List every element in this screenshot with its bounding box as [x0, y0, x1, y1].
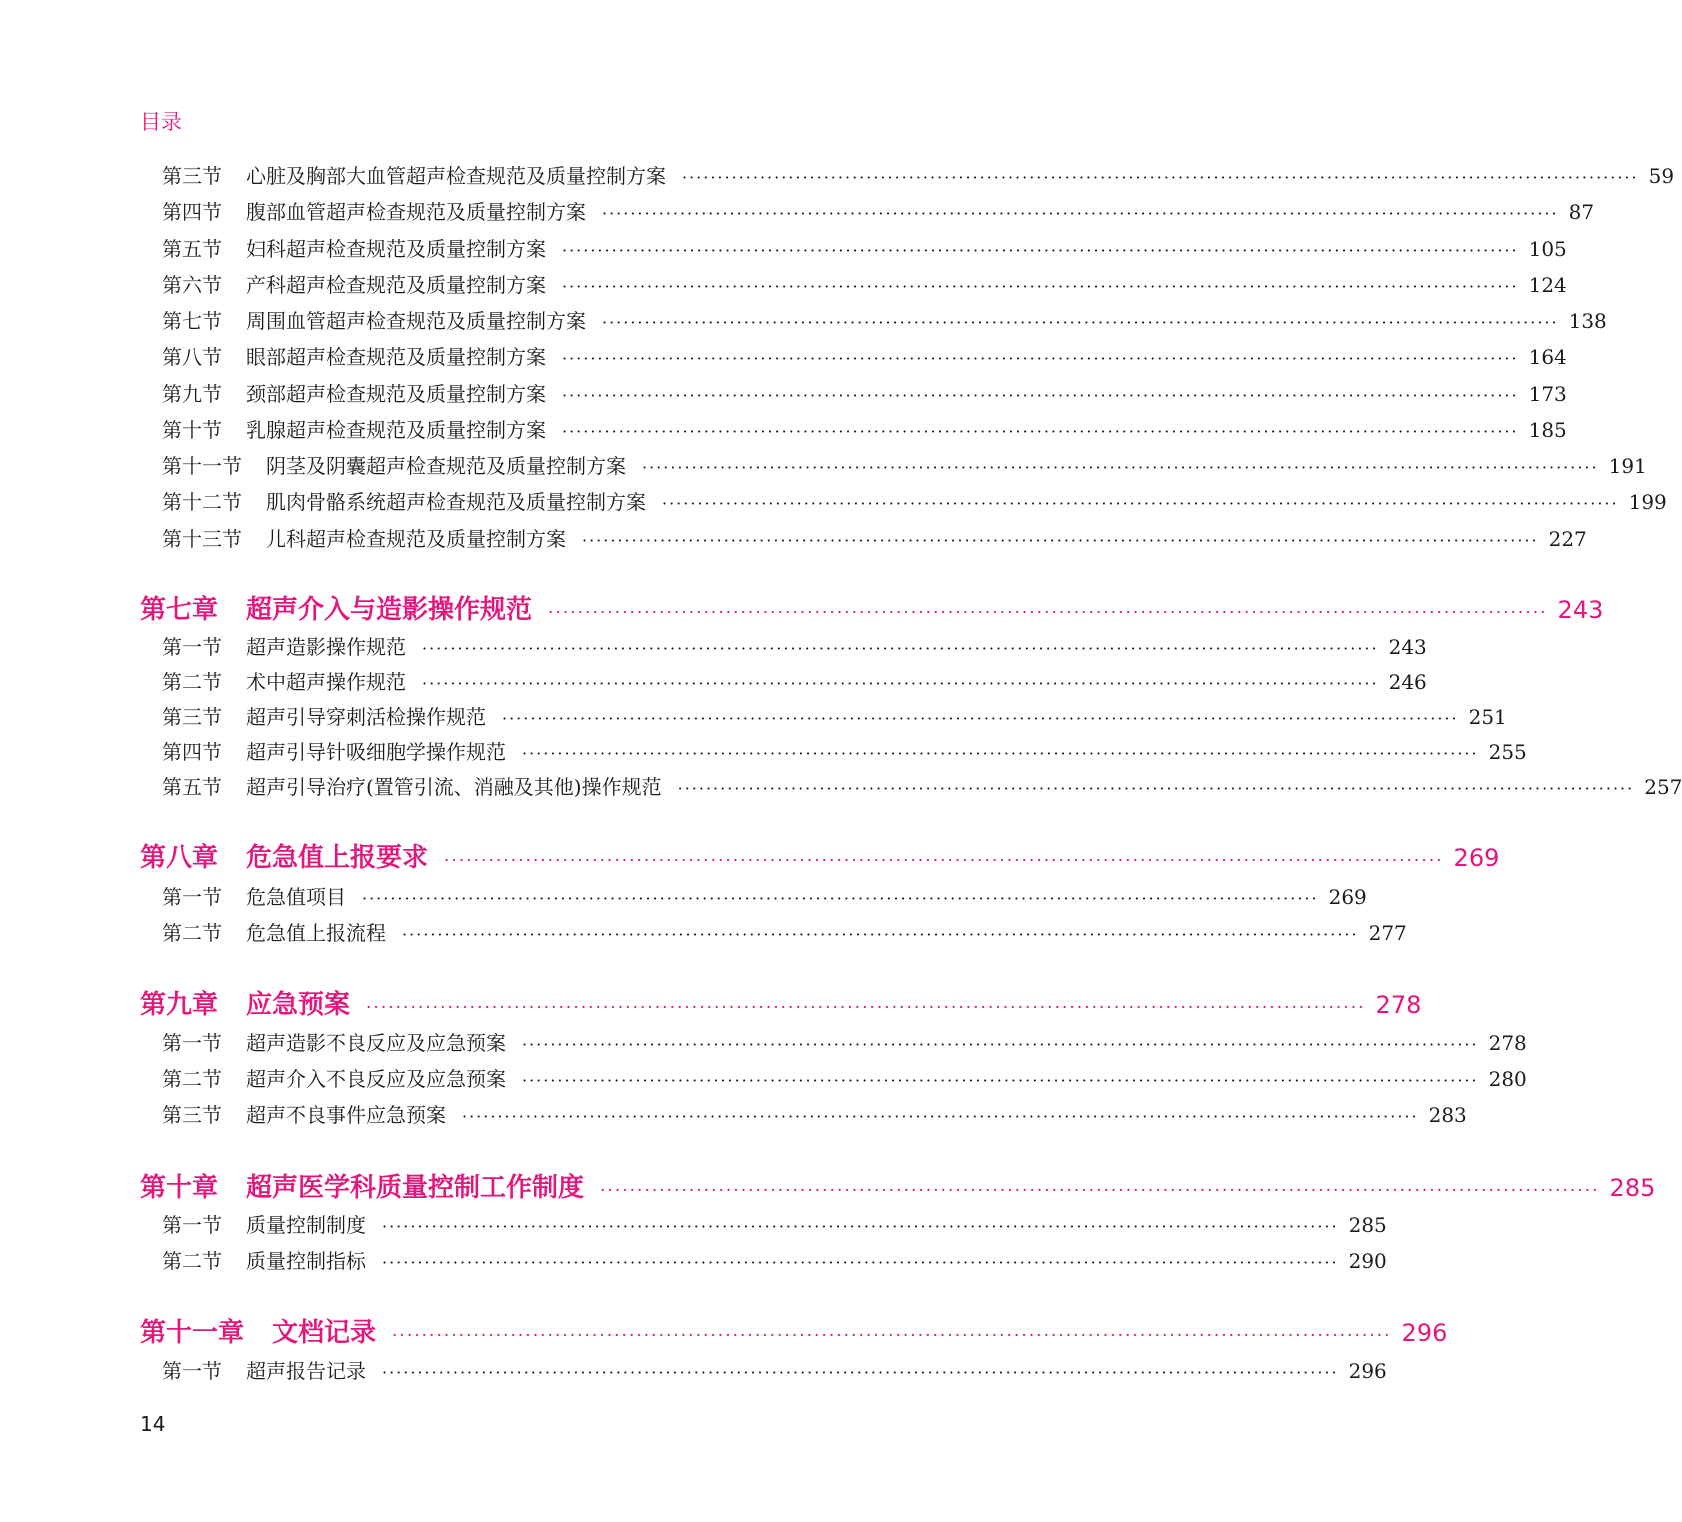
toc-entry-number: 第八节 — [162, 345, 222, 369]
toc-entry-number: 第八章 — [140, 843, 219, 873]
toc-leader-dots: ······································································································································· — [602, 313, 1559, 332]
toc-page-number: 296 — [1401, 1319, 1448, 1347]
toc-leader-dots: ······································································································································· — [382, 1217, 1339, 1236]
running-header: 目录 — [140, 110, 182, 134]
toc-section-row[interactable] — [0, 521, 1587, 557]
toc-entry-title: 质量控制指标 — [246, 1249, 366, 1273]
toc-chapter-row[interactable] — [0, 836, 1500, 880]
toc-entry-number: 第十一章 — [140, 1318, 245, 1348]
toc-leader-dots: ······································································································································· — [422, 639, 1379, 658]
toc-section-row[interactable] — [0, 339, 1567, 375]
toc-entry-number: 第四节 — [162, 200, 222, 224]
toc-page-number: 277 — [1368, 921, 1407, 945]
toc-entry-title: 妇科超声检查规范及质量控制方案 — [246, 237, 546, 261]
toc-page-number: 278 — [1488, 1031, 1527, 1055]
toc-entry-title: 儿科超声检查规范及质量控制方案 — [266, 527, 566, 551]
toc-page-number: 173 — [1528, 382, 1567, 406]
toc-entry-number: 第五节 — [162, 237, 222, 261]
toc-page-number: 87 — [1568, 200, 1595, 224]
toc-leader-dots: ······································································································································· — [548, 603, 1548, 623]
toc-page-number: 227 — [1548, 527, 1587, 551]
toc-entry-number: 第一节 — [162, 635, 222, 659]
toc-leader-dots: ······································································································································· — [444, 851, 1444, 871]
toc-entry-title: 危急值项目 — [246, 885, 346, 909]
toc-section-row[interactable] — [0, 231, 1567, 267]
toc-entry-number: 第四节 — [162, 740, 222, 764]
toc-leader-dots: ······································································································································· — [366, 998, 1366, 1018]
toc-page-number: 191 — [1608, 454, 1647, 478]
toc-entry-title: 文档记录 — [272, 1318, 377, 1348]
toc-entry-number: 第一节 — [162, 885, 222, 909]
toc-page-number: 285 — [1609, 1174, 1656, 1202]
toc-entry-title: 超声介入不良反应及应急预案 — [246, 1067, 506, 1091]
toc-section-row[interactable] — [0, 1353, 1387, 1389]
toc-page-number: 255 — [1488, 740, 1527, 764]
toc-page-number: 199 — [1628, 490, 1667, 514]
toc-leader-dots: ······································································································································· — [562, 422, 1519, 441]
toc-entry-title: 质量控制制度 — [246, 1213, 366, 1237]
toc-leader-dots: ······································································································································· — [677, 779, 1635, 798]
toc-page-number: 124 — [1528, 273, 1567, 297]
toc-leader-dots: ······································································································································· — [562, 241, 1519, 260]
toc-entry-number: 第三节 — [162, 1103, 222, 1127]
toc-entry-number: 第九节 — [162, 382, 222, 406]
toc-section-row[interactable] — [0, 448, 1647, 484]
toc-leader-dots: ······································································································································· — [602, 204, 1559, 223]
toc-page-number: 164 — [1528, 345, 1567, 369]
toc-page-number: 285 — [1348, 1213, 1387, 1237]
toc-section-row[interactable] — [0, 412, 1567, 448]
toc-section-row[interactable] — [0, 664, 1427, 700]
toc-entry-number: 第十章 — [140, 1173, 219, 1203]
toc-entry-title: 腹部血管超声检查规范及质量控制方案 — [246, 200, 586, 224]
toc-entry-number: 第七节 — [162, 309, 222, 333]
toc-entry-title: 乳腺超声检查规范及质量控制方案 — [246, 418, 546, 442]
toc-section-row[interactable] — [0, 629, 1427, 665]
toc-entry-number: 第二节 — [162, 1249, 222, 1273]
toc-chapter-row[interactable] — [0, 1166, 1656, 1210]
toc-entry-title: 心脏及胸部大血管超声检查规范及质量控制方案 — [246, 164, 666, 188]
toc-leader-dots: ······································································································································· — [392, 1326, 1392, 1346]
toc-leader-dots: ······································································································································· — [522, 1071, 1479, 1090]
toc-leader-dots: ······································································································································· — [562, 349, 1519, 368]
toc-entry-number: 第三节 — [162, 705, 222, 729]
toc-page-number: 105 — [1528, 237, 1567, 261]
toc-section-row[interactable] — [0, 1025, 1527, 1061]
toc-entry-title: 产科超声检查规范及质量控制方案 — [246, 273, 546, 297]
toc-leader-dots: ······································································································································· — [682, 168, 1639, 187]
toc-leader-dots: ······································································································································· — [562, 277, 1519, 296]
toc-leader-dots: ······································································································································· — [462, 1107, 1419, 1126]
toc-page-number: 278 — [1375, 991, 1422, 1019]
toc-page-number: 243 — [1557, 596, 1604, 624]
toc-entry-title: 眼部超声检查规范及质量控制方案 — [246, 345, 546, 369]
toc-page-number: 243 — [1388, 635, 1427, 659]
toc-leader-dots: ······································································································································· — [422, 674, 1379, 693]
toc-entry-title: 危急值上报流程 — [246, 921, 386, 945]
toc-entry-number: 第十节 — [162, 418, 222, 442]
toc-chapter-row[interactable] — [0, 588, 1604, 632]
toc-page-number: 246 — [1388, 670, 1427, 694]
page-number: 14 — [140, 1412, 166, 1436]
toc-leader-dots: ······································································································································· — [402, 925, 1359, 944]
toc-section-row[interactable] — [0, 769, 1682, 805]
toc-leader-dots: ······································································································································· — [582, 531, 1539, 550]
toc-section-row[interactable] — [0, 699, 1507, 735]
toc-section-row[interactable] — [0, 1061, 1527, 1097]
toc-leader-dots: ······································································································································· — [662, 494, 1619, 513]
toc-section-row[interactable] — [0, 484, 1667, 520]
toc-section-row[interactable] — [0, 194, 1595, 230]
toc-leader-dots: ······································································································································· — [502, 709, 1459, 728]
toc-entry-title: 周围血管超声检查规范及质量控制方案 — [246, 309, 586, 333]
toc-entry-number: 第三节 — [162, 164, 222, 188]
toc-chapter-row[interactable] — [0, 983, 1422, 1027]
toc-section-row[interactable] — [0, 376, 1567, 412]
toc-page-number: 283 — [1428, 1103, 1467, 1127]
toc-chapter-row[interactable] — [0, 1311, 1448, 1355]
toc-entry-number: 第七章 — [140, 595, 219, 625]
toc-entry-number: 第二节 — [162, 670, 222, 694]
toc-section-row[interactable] — [0, 734, 1527, 770]
toc-entry-title: 危急值上报要求 — [246, 843, 429, 873]
toc-entry-number: 第一节 — [162, 1031, 222, 1055]
toc-page-number: 138 — [1568, 309, 1607, 333]
toc-entry-number: 第六节 — [162, 273, 222, 297]
toc-entry-title: 超声造影不良反应及应急预案 — [246, 1031, 506, 1055]
toc-entry-title: 超声医学科质量控制工作制度 — [246, 1173, 585, 1203]
toc-entry-title: 超声报告记录 — [246, 1359, 366, 1383]
toc-page-number: 269 — [1328, 885, 1367, 909]
toc-page-number: 280 — [1488, 1067, 1527, 1091]
toc-entry-title: 超声不良事件应急预案 — [246, 1103, 446, 1127]
toc-section-row[interactable] — [0, 1097, 1467, 1133]
toc-page-number: 269 — [1453, 844, 1500, 872]
toc-entry-number: 第十一节 — [162, 454, 242, 478]
toc-section-row[interactable] — [0, 267, 1567, 303]
toc-entry-title: 超声介入与造影操作规范 — [246, 595, 533, 625]
toc-page-number: 290 — [1348, 1249, 1387, 1273]
toc-section-row[interactable] — [0, 303, 1607, 339]
toc-entry-number: 第一节 — [162, 1213, 222, 1237]
toc-entry-title: 阴茎及阴囊超声检查规范及质量控制方案 — [266, 454, 626, 478]
toc-entry-title: 超声引导穿刺活检操作规范 — [246, 705, 486, 729]
toc-entry-title: 术中超声操作规范 — [246, 670, 406, 694]
toc-leader-dots: ······································································································································· — [382, 1363, 1339, 1382]
toc-leader-dots: ······································································································································· — [600, 1181, 1600, 1201]
toc-section-row[interactable] — [0, 1243, 1387, 1279]
toc-entry-title: 肌肉骨骼系统超声检查规范及质量控制方案 — [266, 490, 646, 514]
toc-entry-number: 第十二节 — [162, 490, 242, 514]
toc-page-number: 59 — [1648, 164, 1675, 188]
toc-entry-title: 超声造影操作规范 — [246, 635, 406, 659]
toc-section-row[interactable] — [0, 158, 1675, 194]
toc-page-number: 251 — [1468, 705, 1507, 729]
toc-entry-number: 第九章 — [140, 990, 219, 1020]
toc-section-row[interactable] — [0, 1207, 1387, 1243]
toc-entry-number: 第二节 — [162, 1067, 222, 1091]
toc-section-row[interactable] — [0, 879, 1367, 915]
toc-page-number: 257 — [1644, 775, 1682, 799]
toc-leader-dots: ······································································································································· — [382, 1253, 1339, 1272]
toc-entry-number: 第十三节 — [162, 527, 242, 551]
toc-entry-title: 超声引导治疗(置管引流、消融及其他)操作规范 — [246, 775, 662, 799]
toc-page-number: 296 — [1348, 1359, 1387, 1383]
toc-page-number: 185 — [1528, 418, 1567, 442]
toc-entry-title: 应急预案 — [246, 990, 351, 1020]
toc-entry-number: 第一节 — [162, 1359, 222, 1383]
toc-entry-title: 超声引导针吸细胞学操作规范 — [246, 740, 506, 764]
toc-leader-dots: ······································································································································· — [642, 458, 1599, 477]
toc-leader-dots: ······································································································································· — [522, 1035, 1479, 1054]
toc-entry-number: 第五节 — [162, 775, 222, 799]
toc-entry-number: 第二节 — [162, 921, 222, 945]
toc-entry-title: 颈部超声检查规范及质量控制方案 — [246, 382, 546, 406]
toc-section-row[interactable] — [0, 915, 1407, 951]
toc-leader-dots: ······································································································································· — [562, 386, 1519, 405]
toc-leader-dots: ······································································································································· — [522, 744, 1479, 763]
toc-leader-dots: ······································································································································· — [362, 889, 1319, 908]
